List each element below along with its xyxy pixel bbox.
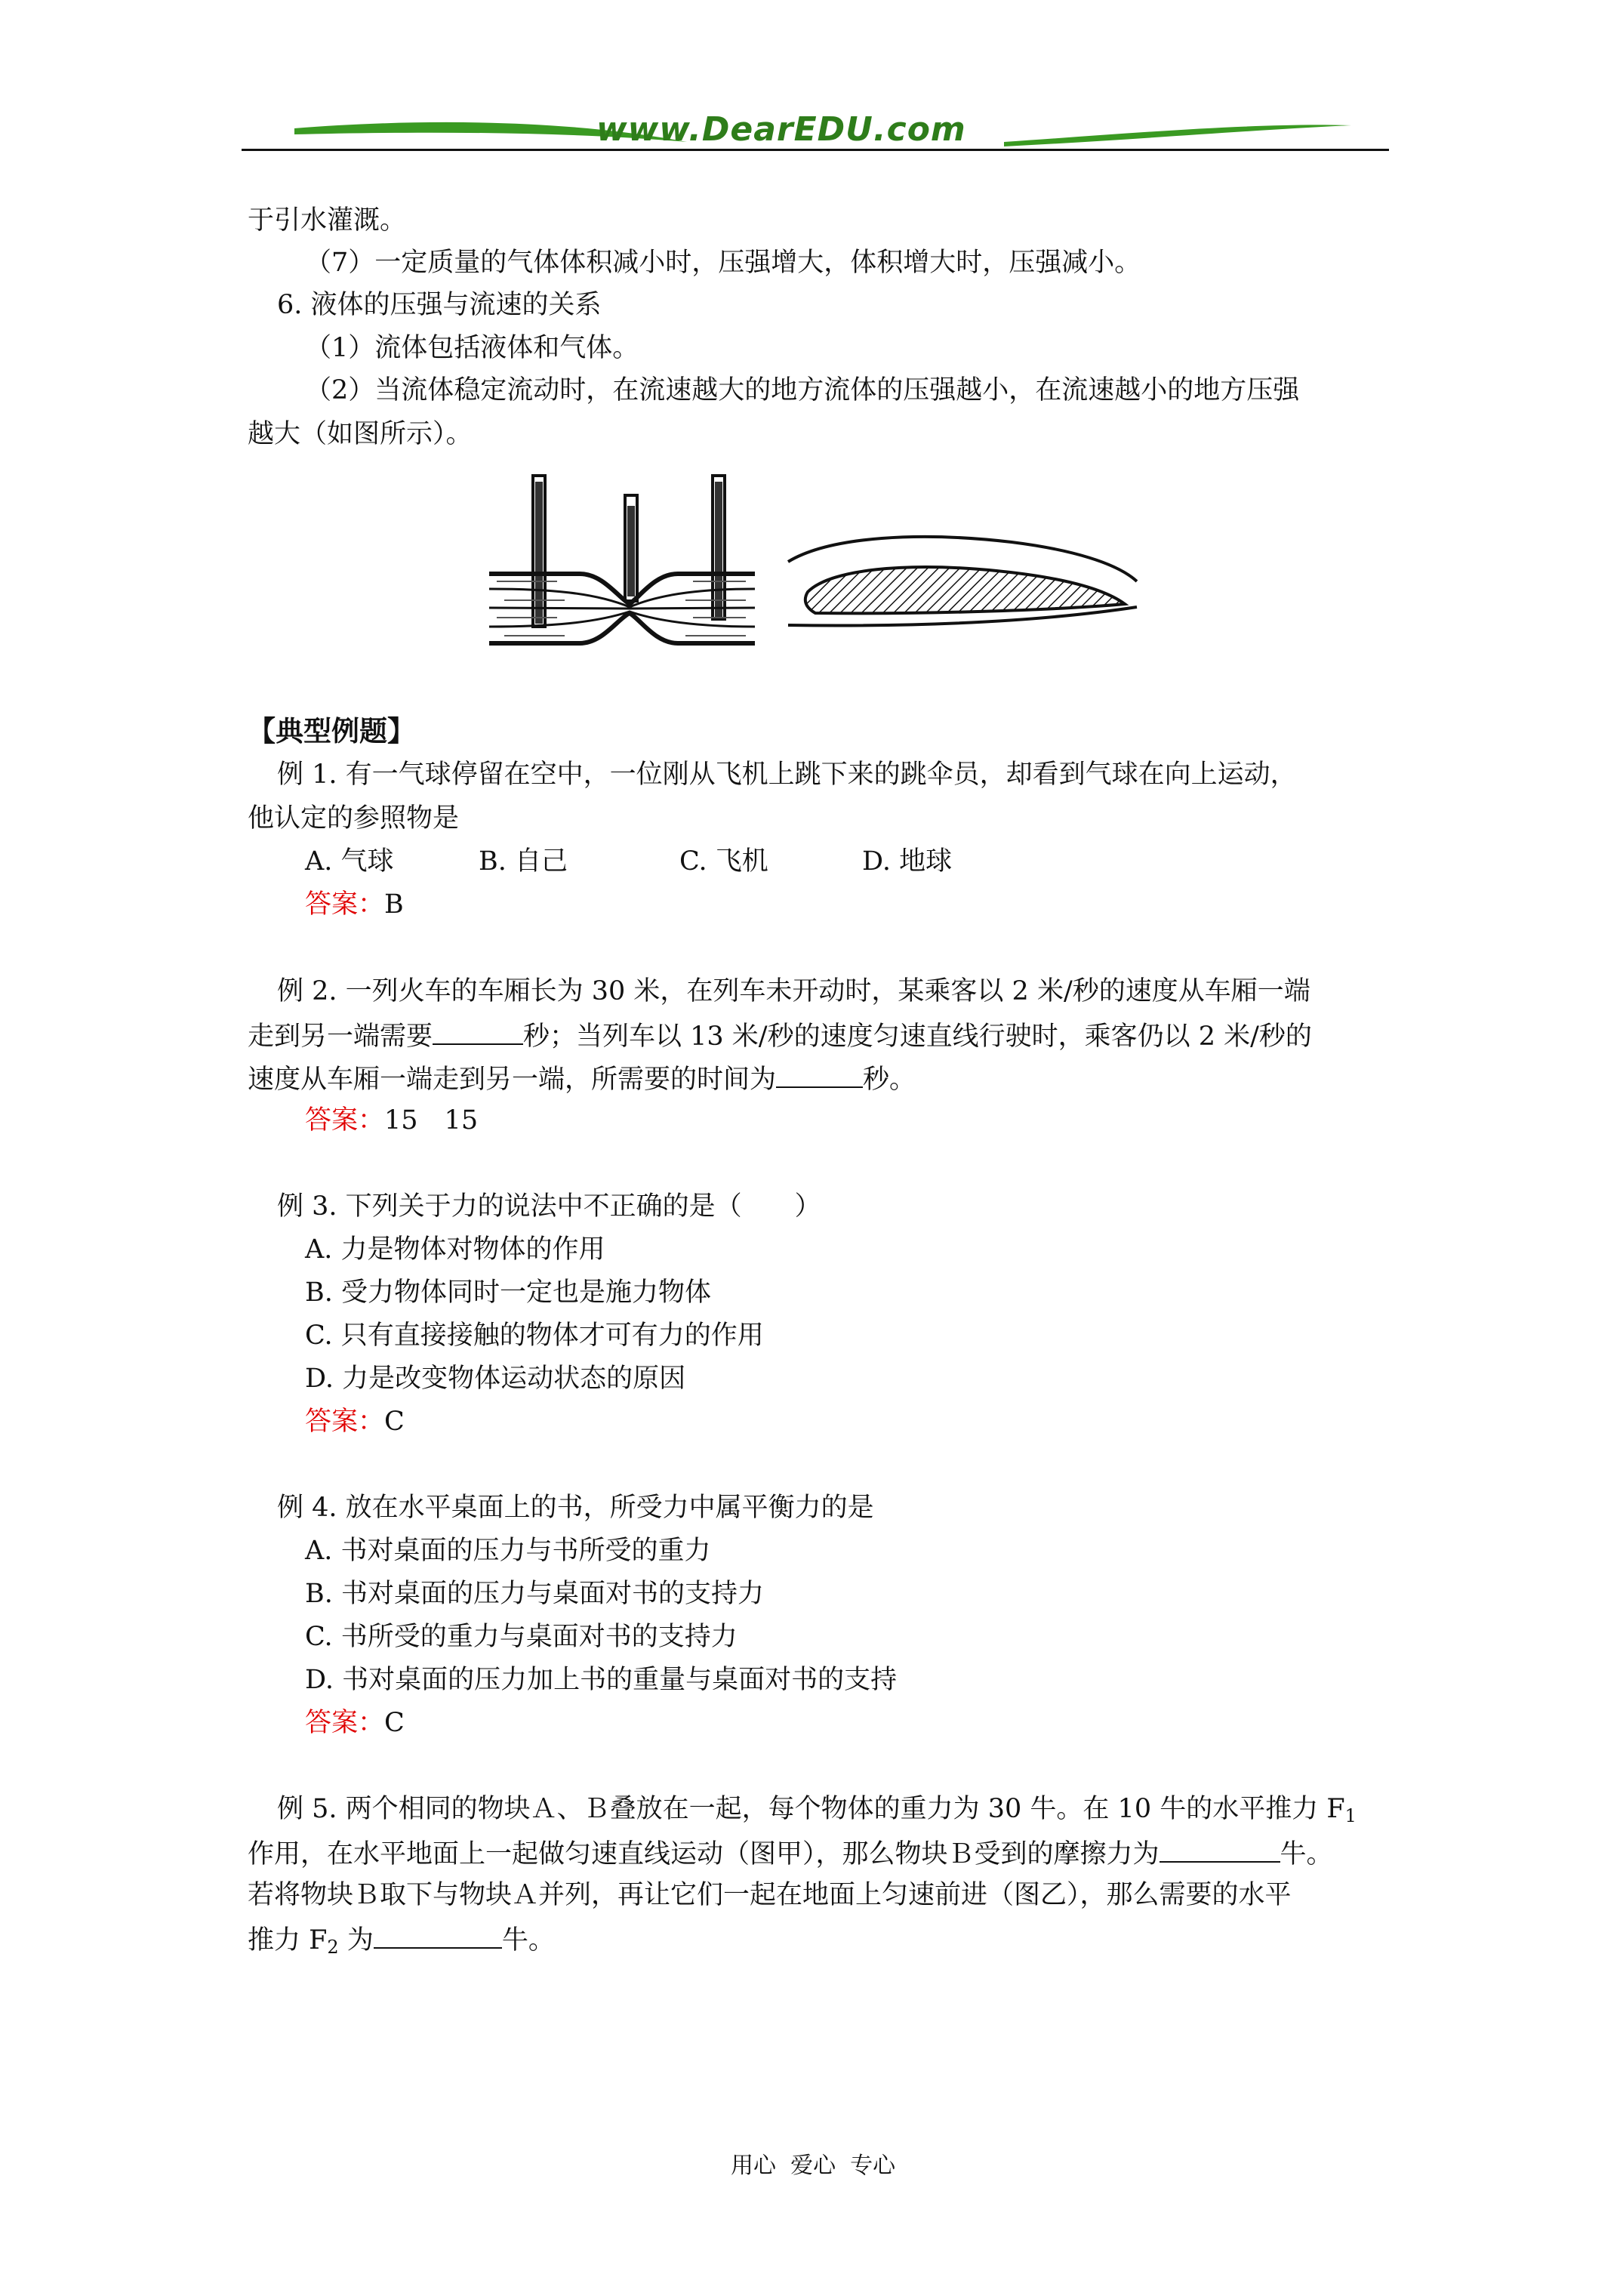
text-item-6-2-a: （2）当流体稳定流动时，在流速越大的地方流体的压强越小，在流速越小的地方压强: [305, 375, 1300, 405]
ex5-blank-2[interactable]: [374, 1922, 502, 1949]
ex5-line3: 若将物块Ｂ取下与物块Ａ并列，再让它们一起在地面上匀速前进（图乙），那么需要的水平: [248, 1880, 1292, 1910]
ex2-blank-1[interactable]: [433, 1018, 523, 1045]
ex1-answer: [305, 888, 404, 921]
answer-value: B: [384, 889, 404, 920]
text-item-6-1: （1）流体包括液体和气体。: [305, 333, 639, 363]
ex5-line4: [248, 1922, 555, 1964]
ex4-answer: [305, 1706, 405, 1740]
ex1-option-a: A. 气球: [305, 846, 394, 877]
ex1-line1: 例 1. 有一气球停留在空中，一位刚从飞机上跳下来的跳伞员，却看到气球在向上运动，: [277, 760, 1297, 790]
ex4-option-a: A. 书对桌面的压力与书所受的重力: [305, 1536, 711, 1566]
ex2-line1: 例 2. 一列火车的车厢长为 30 米，在列车未开动时，某乘客以 2 米/秒的速度从车厢一端: [277, 976, 1310, 1006]
ex1-option-c: C. 飞机: [679, 846, 768, 877]
ex5-line4-end: 牛。: [501, 1925, 555, 1955]
ex2-line2: [248, 1018, 1312, 1053]
ex3-option-a: A. 力是物体对物体的作用: [305, 1234, 605, 1265]
section-heading: 【典型例题】: [248, 714, 415, 747]
ex5-f2-subscript: 2: [327, 1937, 339, 1958]
answer-label: 答案：: [305, 1105, 385, 1136]
ex3-answer: [305, 1405, 405, 1438]
text-line-continue: 于引水灌溉。: [248, 205, 407, 236]
ex1-option-d: D. 地球: [862, 846, 953, 877]
venturi-tube-figure: [489, 468, 761, 649]
site-logo: www.DearEDU.com: [596, 110, 966, 149]
page-header: [242, 106, 1389, 159]
ex2-answer: [305, 1104, 478, 1137]
ex1-options: [305, 845, 952, 878]
answer-label: 答案：: [305, 1708, 385, 1738]
answer-label: 答案：: [305, 889, 385, 920]
ex3-option-c: C. 只有直接接触的物体才可有力的作用: [305, 1321, 764, 1351]
ex3-line1: 例 3. 下列关于力的说法中不正确的是（ ）: [277, 1191, 821, 1222]
ex2-line3-end: 秒。: [863, 1065, 916, 1095]
ex2-line3: [248, 1061, 916, 1096]
page-footer: 用心 爱心 专心: [731, 2153, 896, 2179]
header-rule: [242, 149, 1389, 151]
ex4-option-c: C. 书所受的重力与桌面对书的支持力: [305, 1622, 738, 1652]
ex2-blank-2[interactable]: [776, 1061, 863, 1088]
ex5-blank-1[interactable]: [1160, 1835, 1280, 1863]
ex5-line2-start: 作用，在水平地面上一起做匀速直线运动（图甲），那么物块Ｂ受到的摩擦力为: [248, 1839, 1160, 1869]
ex4-option-b: B. 书对桌面的压力与桌面对书的支持力: [305, 1579, 764, 1609]
ex3-option-b: B. 受力物体同时一定也是施力物体: [305, 1277, 711, 1308]
answer-value: C: [384, 1708, 405, 1738]
ex5-line1-text: 例 5. 两个相同的物块Ａ、Ｂ叠放在一起，每个物体的重力为 30 牛。在 10 牛的水平推力 F: [277, 1794, 1345, 1824]
ex2-line3-start: 速度从车厢一端走到另一端，所需要的时间为: [248, 1065, 777, 1095]
ex5-line2: [248, 1835, 1333, 1871]
text-item-6-title: 6. 液体的压强与流速的关系: [277, 290, 602, 320]
ex2-line2-end: 秒；当列车以 13 米/秒的速度匀速直线行驶时，乘客仍以 2 米/秒的: [523, 1022, 1312, 1052]
text-item-7: （7）一定质量的气体体积减小时，压强增大，体积增大时，压强减小。: [305, 248, 1141, 278]
ex5-line4-start: 推力 F: [248, 1925, 328, 1955]
ex5-line4-mid: 为: [338, 1925, 374, 1955]
ex5-f1-subscript: 1: [1344, 1805, 1357, 1826]
airfoil-figure: [785, 529, 1140, 634]
ex3-option-d: D. 力是改变物体运动状态的原因: [305, 1364, 686, 1394]
answer-label: 答案：: [305, 1407, 385, 1437]
text-item-6-2-b: 越大（如图所示）。: [248, 419, 473, 449]
ex2-line2-start: 走到另一端需要: [248, 1022, 433, 1052]
ex1-option-b: B. 自己: [479, 846, 568, 877]
ex1-line2: 他认定的参照物是: [248, 803, 460, 834]
ex4-option-d: D. 书对桌面的压力加上书的重量与桌面对书的支持: [305, 1665, 898, 1695]
ex4-line1: 例 4. 放在水平桌面上的书，所受力中属平衡力的是: [277, 1493, 874, 1523]
ex5-line1: [277, 1792, 1357, 1832]
answer-value: C: [384, 1407, 405, 1437]
ex5-line2-end: 牛。: [1280, 1839, 1333, 1869]
answer-value: 15 15: [384, 1105, 479, 1136]
